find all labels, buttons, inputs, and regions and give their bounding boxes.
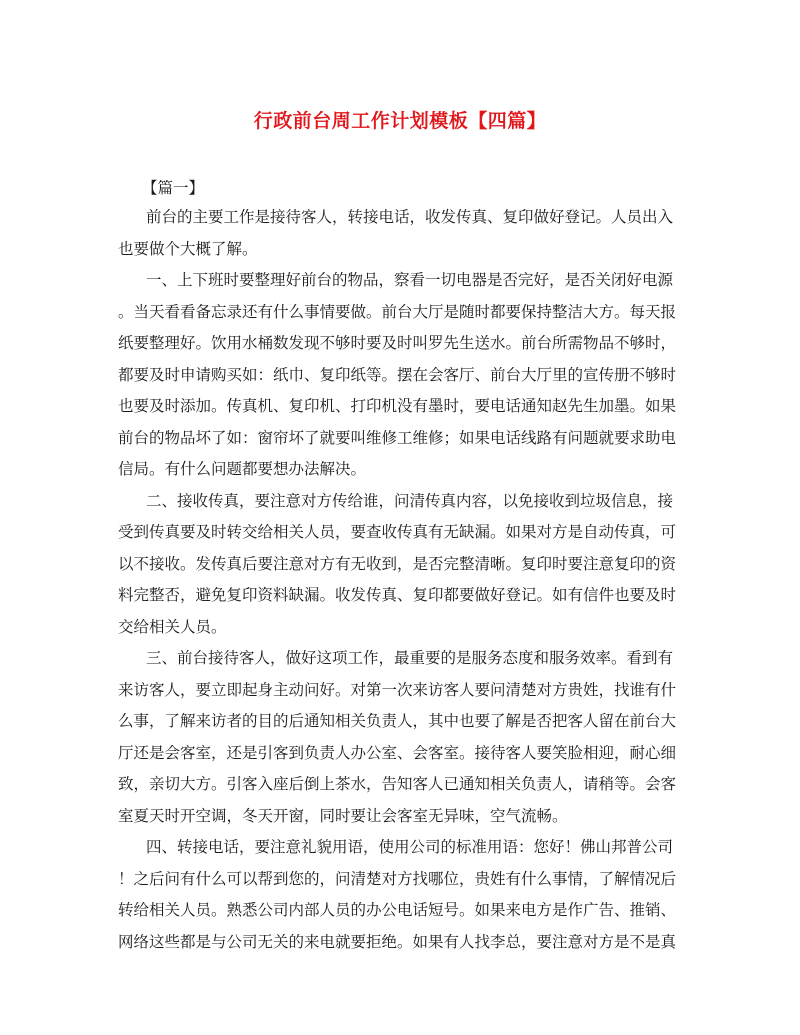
document-title: 行政前台周工作计划模板【四篇】 — [253, 110, 547, 132]
paragraph-line: 料完整否，避免复印资料缺漏。收发传真、复印都要做好登记。如有信件也要及时 — [118, 586, 677, 604]
paragraph-line: 前台的主要工作是接待客人，转接电话，收发传真、复印做好登记。人员出入 — [146, 208, 674, 226]
paragraph-line: 网络这些都是与公司无关的来电就要拒绝。如果有人找李总，要注意对方是不是真 — [118, 933, 677, 951]
paragraph-line: 一、上下班时要整理好前台的物品，察看一切电器是否完好，是否关闭好电源 — [146, 271, 674, 289]
paragraph-line: 信局。有什么问题都要想办法解决。 — [118, 460, 367, 478]
paragraph-line: 。当天看看备忘录还有什么事情要做。前台大厅是随时都要保持整洁大方。每天报 — [118, 303, 677, 321]
paragraph-line: 转给相关人员。熟悉公司内部人员的办公电话短号。如果来电方是作广告、推销、 — [118, 901, 677, 919]
paragraph-line: ！之后问有什么可以帮到您的，问清楚对方找哪位，贵姓有什么事情，了解情况后 — [118, 870, 677, 888]
paragraph-line: 以不接收。发传真后要注意对方有无收到，是否完整清晰。复印时要注意复印的资 — [118, 555, 677, 573]
paragraph-line: 也要做个大概了解。 — [118, 240, 258, 258]
paragraph-line: 厅还是会客室，还是引客到负责人办公室、会客室。接待客人要笑脸相迎，耐心细 — [118, 744, 677, 762]
paragraph-line: 么事，了解来访者的目的后通知相关负责人，其中也要了解是否把客人留在前台大 — [118, 712, 677, 730]
paragraph-line: 都要及时申请购买如：纸巾、复印纸等。摆在会客厅、前台大厅里的宣传册不够时 — [118, 366, 677, 384]
paragraph-line: 四、转接电话，要注意礼貌用语，使用公司的标准用语：您好！佛山邦普公司 — [146, 838, 674, 856]
paragraph-line: 三、前台接待客人，做好这项工作，最重要的是服务态度和服务效率。看到有 — [146, 649, 674, 667]
paragraph-line: 来访客人，要立即起身主动问好。对第一次来访客人要问清楚对方贵姓，找谁有什 — [118, 681, 677, 699]
paragraph-line: 二、接收传真，要注意对方传给谁，问清传真内容，以免接收到垃圾信息，接 — [146, 492, 674, 510]
paragraph-line: 交给相关人员。 — [118, 618, 227, 636]
paragraph-line: 纸要整理好。饮用水桶数发现不够时要及时叫罗先生送水。前台所需物品不够时， — [118, 334, 677, 352]
section-label: 【篇一】 — [142, 179, 205, 197]
paragraph-line: 受到传真要及时转交给相关人员，要查收传真有无缺漏。如果对方是自动传真，可 — [118, 523, 677, 541]
paragraph-line: 前台的物品坏了如：窗帘坏了就要叫维修工维修；如果电话线路有问题就要求助电 — [118, 429, 677, 447]
paragraph-line: 致，亲切大方。引客入座后倒上茶水，告知客人已通知相关负责人，请稍等。会客 — [118, 775, 677, 793]
paragraph-line: 室夏天时开空调，冬天开窗，同时要让会客室无异味，空气流畅。 — [118, 807, 568, 825]
paragraph-line: 也要及时添加。传真机、复印机、打印机没有墨时，要电话通知赵先生加墨。如果 — [118, 397, 677, 415]
